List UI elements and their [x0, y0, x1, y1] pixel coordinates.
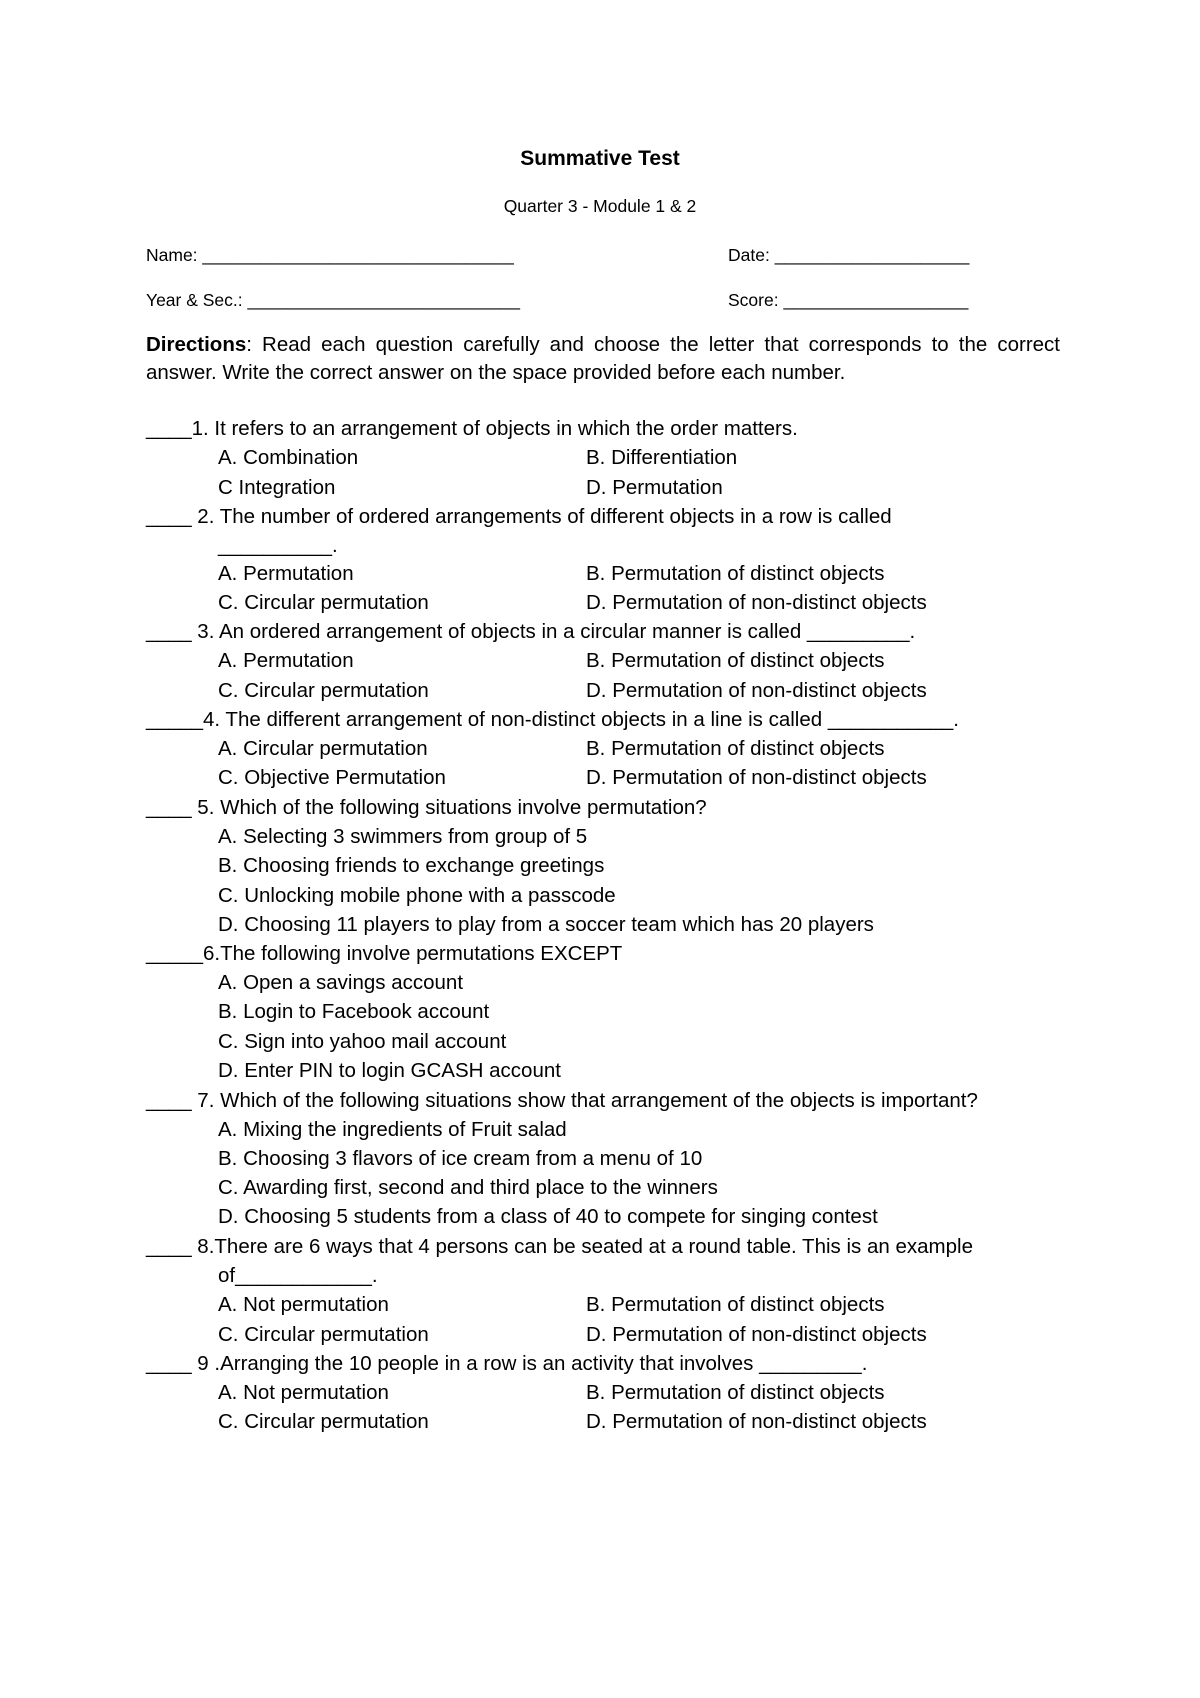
answer-option[interactable]: C. Objective Permutation [218, 766, 446, 789]
answer-option[interactable]: A. Not permutation [218, 1293, 389, 1316]
date-field[interactable]: Date: ____________________ [728, 245, 970, 265]
question-stem: ____ 5. Which of the following situations involve permutation? [146, 796, 707, 819]
page-title: Summative Test [520, 147, 680, 170]
directions-label: Directions [146, 333, 247, 356]
answer-option[interactable]: A. Not permutation [218, 1381, 389, 1404]
answer-option[interactable]: C. Sign into yahoo mail account [218, 1030, 507, 1053]
answer-option[interactable]: A. Permutation [218, 562, 354, 585]
year-section-field[interactable]: Year & Sec.: ____________________________ [146, 290, 521, 310]
answer-option[interactable]: B. Choosing 3 flavors of ice cream from a menu of 10 [218, 1147, 703, 1170]
directions-text: : Read each question carefully and choose the letter that corresponds to the correct answer. Write the correct answer on the space provided before each number. [146, 333, 1060, 384]
name-field[interactable]: Name: ________________________________ [146, 245, 514, 265]
question-stem: ____ 2. The number of ordered arrangements of different objects in a row is called [146, 505, 892, 528]
answer-option[interactable]: D. Permutation [586, 476, 723, 499]
answer-option[interactable]: A. Mixing the ingredients of Fruit salad [218, 1118, 567, 1141]
answer-option[interactable]: D. Choosing 5 students from a class of 40 to compete for singing contest [218, 1205, 878, 1228]
directions [146, 331, 1060, 387]
answer-option[interactable]: D. Permutation of non-distinct objects [586, 1323, 927, 1346]
answer-option[interactable]: D. Permutation of non-distinct objects [586, 679, 927, 702]
answer-option[interactable]: B. Permutation of distinct objects [586, 1293, 885, 1316]
answer-option[interactable]: A. Combination [218, 446, 359, 469]
answer-option[interactable]: A. Selecting 3 swimmers from group of 5 [218, 825, 588, 848]
question-stem: _____4. The different arrangement of non-distinct objects in a line is called ___________. [146, 708, 959, 731]
answer-option[interactable]: D. Permutation of non-distinct objects [586, 1410, 927, 1433]
answer-option[interactable]: B. Differentiation [586, 446, 738, 469]
answer-option[interactable]: C. Unlocking mobile phone with a passcode [218, 884, 616, 907]
question-stem-continued: of____________. [218, 1264, 378, 1287]
answer-option[interactable]: B. Choosing friends to exchange greetings [218, 854, 605, 877]
answer-option[interactable]: B. Permutation of distinct objects [586, 1381, 885, 1404]
answer-option[interactable]: A. Circular permutation [218, 737, 428, 760]
answer-option[interactable]: D. Permutation of non-distinct objects [586, 591, 927, 614]
answer-option[interactable]: A. Open a savings account [218, 971, 464, 994]
answer-option[interactable]: C. Awarding first, second and third place to the winners [218, 1176, 718, 1199]
score-field[interactable]: Score: ___________________ [728, 290, 969, 310]
answer-option[interactable]: D. Enter PIN to login GCASH account [218, 1059, 561, 1082]
question-stem: _____6.The following involve permutations EXCEPT [146, 942, 623, 965]
answer-option[interactable]: C. Circular permutation [218, 1323, 429, 1346]
answer-option[interactable]: B. Permutation of distinct objects [586, 649, 885, 672]
answer-option[interactable]: C. Circular permutation [218, 679, 429, 702]
answer-option[interactable]: C. Circular permutation [218, 1410, 429, 1433]
question-stem: ____1. It refers to an arrangement of objects in which the order matters. [146, 417, 798, 440]
question-stem: ____ 7. Which of the following situations show that arrangement of the objects is important? [146, 1089, 978, 1112]
answer-option[interactable]: B. Login to Facebook account [218, 1000, 490, 1023]
answer-option[interactable]: B. Permutation of distinct objects [586, 562, 885, 585]
page-subtitle: Quarter 3 - Module 1 & 2 [503, 196, 697, 216]
question-stem: ____ 8.There are 6 ways that 4 persons can be seated at a round table. This is an example [146, 1235, 973, 1258]
answer-option[interactable]: D. Choosing 11 players to play from a soccer team which has 20 players [218, 913, 874, 936]
answer-option[interactable]: C. Circular permutation [218, 591, 429, 614]
answer-option[interactable]: A. Permutation [218, 649, 354, 672]
answer-option[interactable]: D. Permutation of non-distinct objects [586, 766, 927, 789]
question-stem: ____ 9 .Arranging the 10 people in a row is an activity that involves _________. [146, 1352, 868, 1375]
question-stem: ____ 3. An ordered arrangement of objects in a circular manner is called _________. [146, 620, 916, 643]
answer-option[interactable]: C Integration [218, 476, 336, 499]
question-stem-continued: __________. [218, 534, 338, 557]
answer-option[interactable]: B. Permutation of distinct objects [586, 737, 885, 760]
